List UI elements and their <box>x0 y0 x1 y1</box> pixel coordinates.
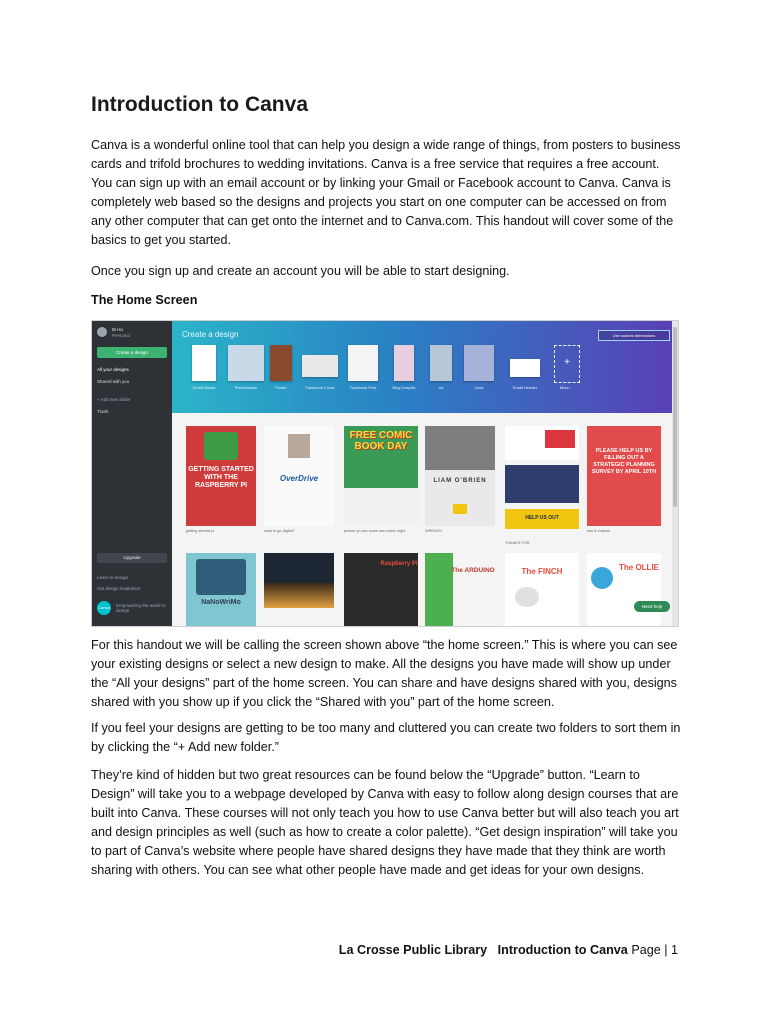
category-label: Facebook Post <box>349 385 377 390</box>
tagline: Empowering the world to design <box>116 603 166 613</box>
create-design-banner <box>172 321 678 413</box>
laptop-image <box>196 559 246 595</box>
category-email-header[interactable] <box>510 359 540 377</box>
canva-sidebar <box>92 321 172 626</box>
signup-paragraph: Once you sign up and create an account you will be able to start designing. <box>91 264 510 278</box>
designs-grid: GETTING STARTED WITH THE RASPBERRY PI getting started pi OverDrive want to go digital? FREE COMIC BOOK DAY picture yo can come see comic night LIAM O'BRIEN WRENCH HELP US OUT THANKS FOR PLEASE HELP US BY FILLING OUT A STRATEGIC PLANNING SURVEY BY APRIL 10TH see & explore NaNoWriMo Raspberry Pi The ARDUINO The FINCH The OLLIE Need help <box>172 413 678 626</box>
design-tile-overdrive[interactable]: OverDrive <box>264 426 334 526</box>
category-facebook-cover[interactable] <box>302 355 338 377</box>
category-label: Social Media <box>192 385 216 390</box>
home-screen-paragraph: For this handout we will be calling the screen shown above “the home screen.” This is where you can see your existing designs or select a new design to make. All the designs you have made will show up under the “All your designs” part of the home screen. You can share and have designs shared with you, designs shared with you show up if you click the “Shared with you” part of the home screen. <box>91 638 678 709</box>
sidebar-item-trash[interactable]: Trash <box>97 409 109 414</box>
resources-paragraph: They’re kind of hidden but two great resources can be found below the “Upgrade” button. “Learn to Design” will take you to a webpage developed by Canva with easy to follow along design courses that are built into Canva. These courses will not only teach you how to use Canva better but will also teach you art and design principles as well (such as how to create a color palette). “Get design inspiration” will take you to part of Canva’s website where people have shared designs they have made that they think are worth sharing with others. You can see what other people have made and get ideas for your own designs. <box>91 768 679 877</box>
design-tile-raspberry-terminal[interactable]: Raspberry Pi <box>344 553 418 626</box>
design-inspiration-link[interactable]: Get design inspiration <box>97 586 141 591</box>
design-tile-city-night[interactable] <box>264 553 334 608</box>
footer-page-number: Page | 1 <box>631 943 678 957</box>
design-tile-survey[interactable]: PLEASE HELP US BY FILLING OUT A STRATEGIC PLANNING SURVEY BY APRIL 10TH <box>587 426 661 526</box>
page-title: Introduction to Canva <box>91 93 308 116</box>
learn-to-design-link[interactable]: Learn to design <box>97 575 129 580</box>
category-a4[interactable] <box>430 345 452 381</box>
category-facebook-post[interactable] <box>348 345 378 381</box>
canva-logo: Canva <box>97 601 111 615</box>
design-tile-raspberry-pi[interactable]: GETTING STARTED WITH THE RASPBERRY PI <box>186 426 256 526</box>
user-name: Bi Hu Personal <box>112 327 130 338</box>
add-folder-link[interactable]: + Add new folder <box>97 397 131 402</box>
footer-library: La Crosse Public Library <box>338 943 488 957</box>
category-blog-graphic[interactable] <box>394 345 414 381</box>
category-label: Card <box>474 385 484 390</box>
category-card[interactable] <box>464 345 494 381</box>
upgrade-button[interactable]: Upgrade <box>97 553 167 563</box>
category-presentation[interactable] <box>228 345 264 381</box>
design-tile-comic-book-day[interactable]: FREE COMIC BOOK DAY <box>344 426 418 526</box>
design-tile-help-us-out[interactable]: HELP US OUT <box>505 509 579 529</box>
category-label: More... <box>559 385 573 390</box>
category-label: Poster <box>275 385 287 390</box>
design-tile-red-card[interactable] <box>505 426 579 460</box>
intro-paragraph: Canva is a wonderful online tool that can help you design a wide range of things, from posters to business cards and trifold brochures to wedding invitations. Canva is a free service that requires a free account. You can sign up with an email account or by linking your Gmail or Facebook account to Canva. Canva is completely web based so the designs and projects you start on one computer can be accessed on from any other computer that can get onto the internet and to Canva.com. This handout will cover some of the basics to get you started. <box>91 138 681 247</box>
need-help-button[interactable]: Need help <box>634 601 670 612</box>
robot-image <box>515 587 539 607</box>
category-label: Facebook Cover <box>305 385 335 390</box>
custom-dimensions-button[interactable]: Use custom dimensions <box>598 330 670 341</box>
photo-image <box>288 434 310 458</box>
category-poster[interactable] <box>270 345 292 381</box>
category-label: A4 <box>438 385 444 390</box>
avatar <box>97 327 107 337</box>
design-tile-arduino[interactable]: The ARDUINO <box>425 553 495 626</box>
design-tile-navy-card[interactable] <box>505 465 579 503</box>
scrollbar[interactable] <box>672 321 678 626</box>
folders-paragraph: If you feel your designs are getting to be too many and cluttered you can create two folders to sort them in by clicking the “+ Add new folder.” <box>91 721 681 754</box>
sidebar-item-all-designs[interactable]: All your designs <box>97 367 129 372</box>
home-screen-screenshot <box>91 320 679 627</box>
portrait-image <box>425 426 495 470</box>
banner-title: Create a design <box>182 330 239 339</box>
category-label: Presentation <box>234 385 258 390</box>
footer-title: Introduction to Canva <box>497 943 628 957</box>
design-tile-ollie[interactable]: The OLLIE <box>587 553 661 626</box>
category-social-media[interactable] <box>192 345 216 381</box>
ollie-robot-image <box>591 567 613 589</box>
page-footer <box>339 943 678 957</box>
create-design-button[interactable]: Create a design <box>97 347 167 358</box>
design-tile-liam-obrien[interactable]: LIAM O'BRIEN <box>425 426 495 526</box>
category-label: Email Header <box>512 385 538 390</box>
category-more[interactable]: + <box>554 345 580 383</box>
section-heading-home-screen: The Home Screen <box>91 293 198 307</box>
design-tile-finch[interactable]: The FINCH <box>505 553 579 626</box>
category-label: Blog Graphic <box>392 385 416 390</box>
raspberry-board-image <box>204 432 238 460</box>
sidebar-item-shared[interactable]: Shared with you <box>97 379 130 384</box>
design-tile-nanowrimo[interactable]: NaNoWriMo <box>186 553 256 626</box>
